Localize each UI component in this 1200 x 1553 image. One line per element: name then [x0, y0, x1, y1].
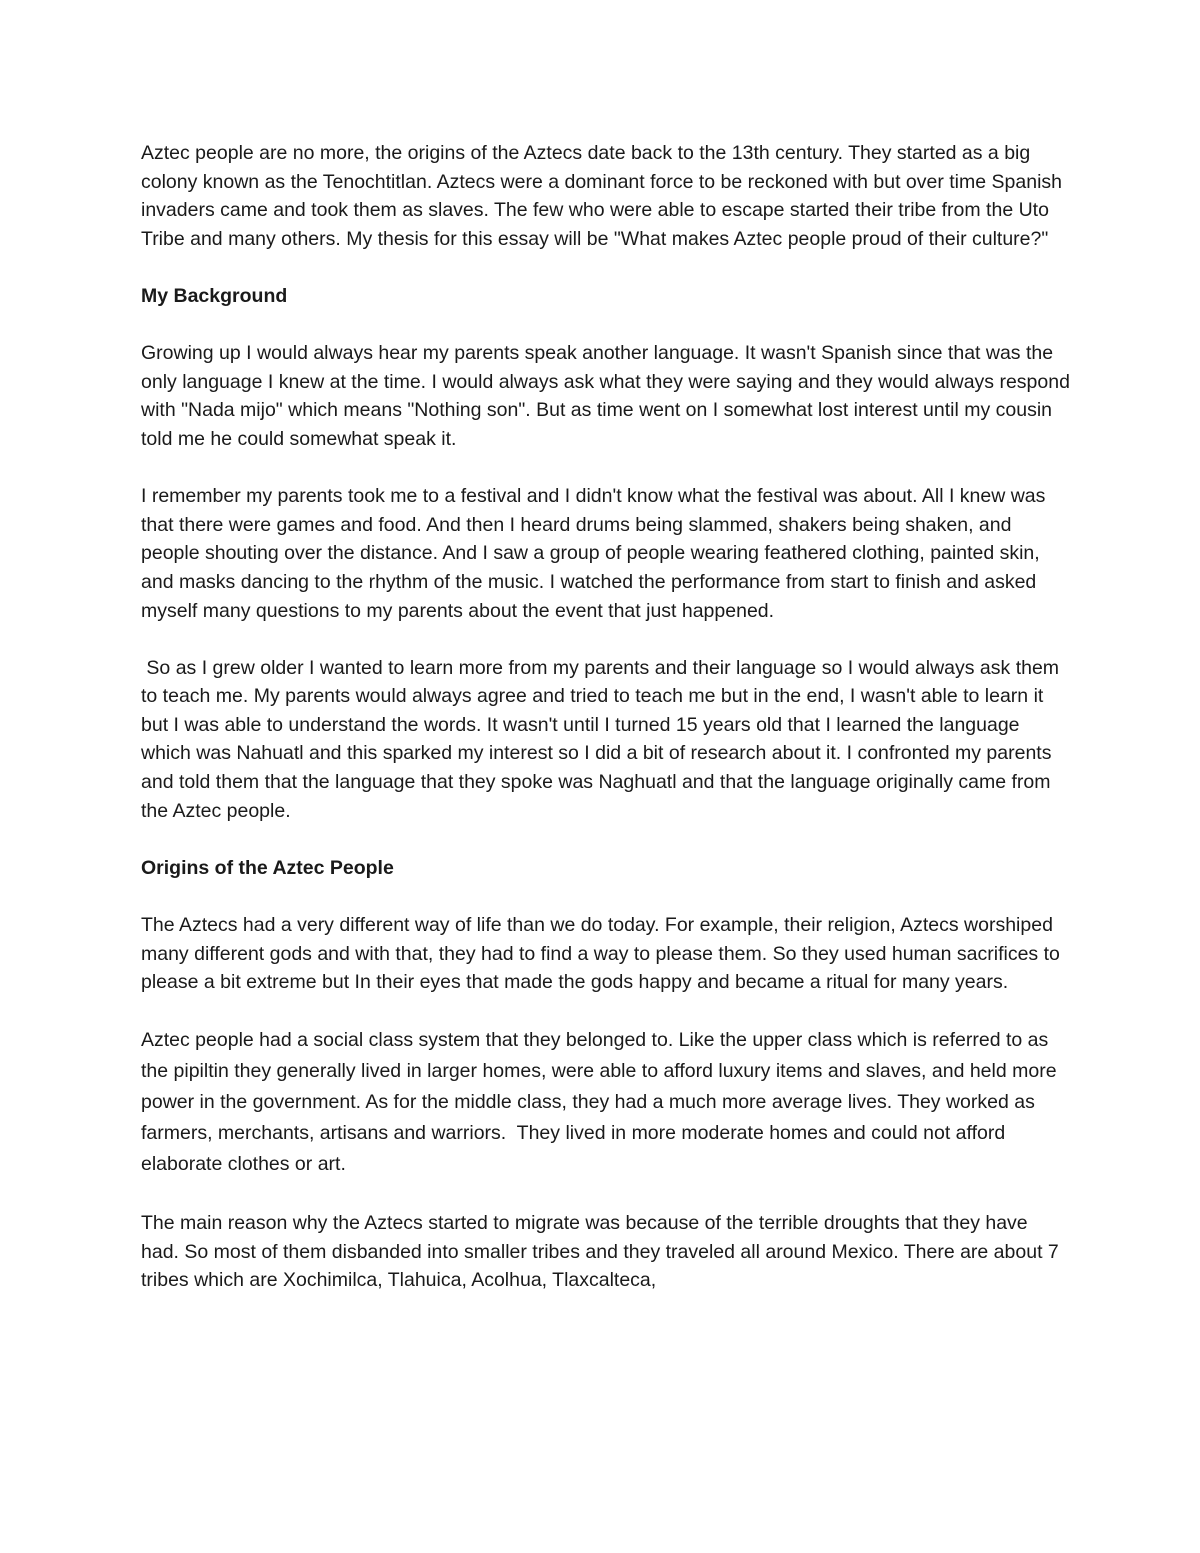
- section-heading-my-background: My Background: [141, 284, 288, 307]
- section-heading-origins: Origins of the Aztec People: [141, 856, 394, 879]
- document-body: [141, 139, 1076, 1323]
- origins-paragraph-3: The main reason why the Aztecs started to migrate was because of the terrible droughts that they have had. So most of them disbanded into smaller tribes and they traveled all around Mexico. There are about 7 tribes which are Xochimilca, Tlahuica, Acolhua, Tlaxcalteca,: [141, 1212, 1065, 1292]
- intro-paragraph: Aztec people are no more, the origins of the Aztecs date back to the 13th century. They started as a big colony known as the Tenochtitlan. Aztecs were a dominant force to be reckoned with but over time Spanish invaders came and took them as slaves. The few who were able to escape started their tribe from the Uto Tribe and many others. My thesis for this essay will be "What makes Aztec people proud of their culture?": [141, 142, 1068, 250]
- background-paragraph-1: Growing up I would always hear my parents speak another language. It wasn't Spanish since that was the only language I knew at the time. I would always ask what they were saying and they would always respond with "Nada mijo" which means "Nothing son". But as time went on I somewhat lost interest until my cousin told me he could somewhat speak it.: [141, 342, 1076, 450]
- background-paragraph-3: So as I grew older I wanted to learn more from my parents and their language so I would always ask them to teach me. My parents would always agree and tried to teach me but in the end, I wasn't able to learn it but I was able to understand the words. It wasn't until I turned 15 years old that I learned the language which was Nahuatl and this sparked my interest so I did a bit of research about it. I confronted my parents and told them that the language that they spoke was Naghuatl and that the language originally came from the Aztec people.: [141, 656, 1065, 822]
- background-paragraph-2: I remember my parents took me to a festival and I didn't know what the festival was about. All I knew was that there were games and food. And then I heard drums being slammed, shakers being shaken, and people shouting over the distance. And I saw a group of people wearing feathered clothing, painted skin, and masks dancing to the rhythm of the music. I watched the performance from start to finish and asked myself many questions to my parents about the event that just happened.: [141, 485, 1051, 622]
- origins-paragraph-1: The Aztecs had a very different way of life than we do today. For example, their religion, Aztecs worshiped many different gods and with that, they had to find a way to please them. So they used human sacrifices to please a bit extreme but In their eyes that made the gods happy and became a ritual for many years.: [141, 914, 1066, 994]
- origins-paragraph-2: Aztec people had a social class system that they belonged to. Like the upper class which is referred to as the pipiltin they generally lived in larger homes, were able to afford luxury items and slaves, and held more power in the government. As for the middle class, they had a much more average lives. They worked as farmers, merchants, artisans and warriors. They lived in more moderate homes and could not afford elaborate clothes or art.: [141, 1029, 1062, 1176]
